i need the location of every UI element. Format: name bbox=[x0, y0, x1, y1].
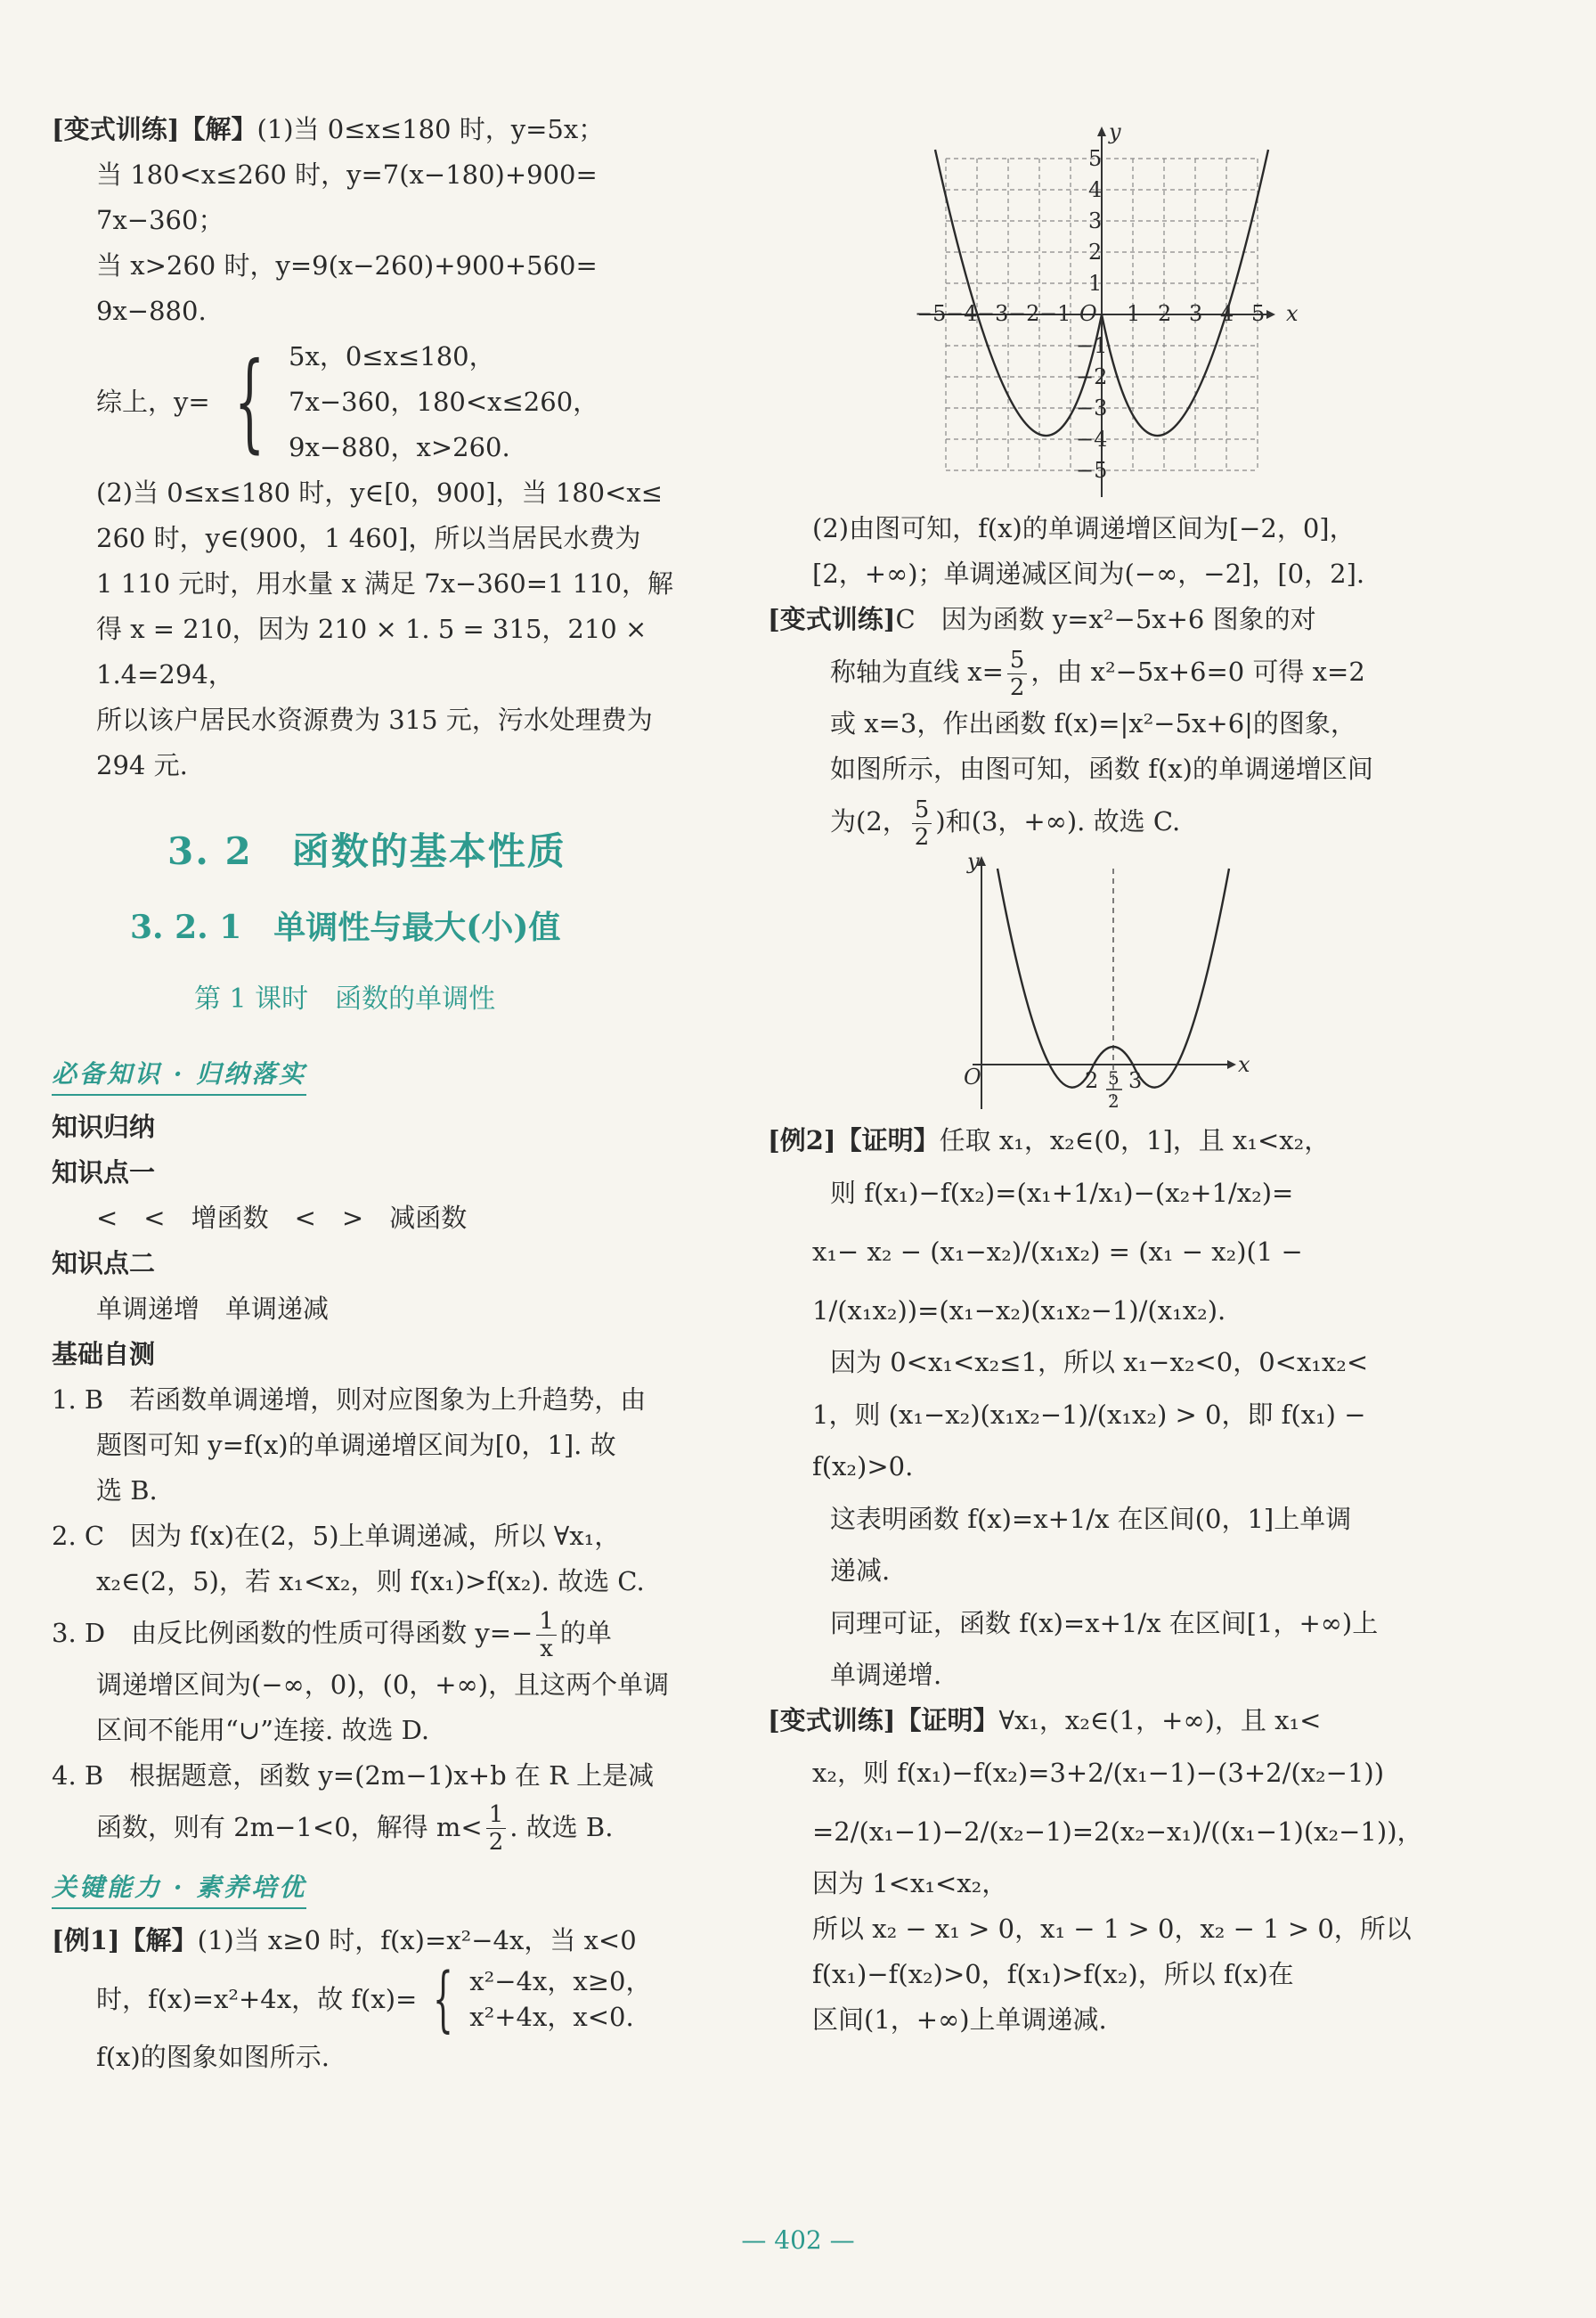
fraction: $\frac{1}{2}$ bbox=[486, 1801, 507, 1856]
text-line: f(x)的图象如图所示. bbox=[96, 2042, 330, 2072]
y-tick-label: 1 bbox=[1088, 271, 1103, 296]
piecewise-function: 综上，y= { 5x，0≤x≤180， 7x−360，180<x≤260， 9x−880，x>260. bbox=[96, 334, 715, 470]
knowledge-point-title: 知识点二 bbox=[52, 1248, 156, 1278]
text-line: 则 f(x₁)−f(x₂)=(x₁+1/x₁)−(x₂+1/x₂)= bbox=[830, 1178, 1294, 1208]
text-line: 9x−880. bbox=[96, 296, 207, 326]
text-line: 为(2， $\frac{5}{2}$ )和(3，+∞). 故选 C. bbox=[830, 796, 1181, 851]
parabola-graph-1 bbox=[901, 114, 1311, 506]
y-label: y bbox=[967, 851, 980, 874]
lesson-heading: 第 1 课时 函数的单调性 bbox=[194, 984, 496, 1015]
text-line: < < 增函数 < > 减函数 bbox=[96, 1203, 468, 1233]
x-tick-label: −4 bbox=[946, 301, 978, 326]
fraction: $\frac{1}{x}$ bbox=[536, 1608, 557, 1662]
text-line: [变式训练]【证明】∀x₁，x₂∈(1，+∞)，且 x₁< bbox=[768, 1705, 1322, 1735]
origin-label: O bbox=[1079, 301, 1097, 326]
example-label: [例1]【解】 bbox=[52, 1925, 198, 1955]
text-line: 区间(1，+∞)上单调递减. bbox=[812, 2004, 1107, 2035]
text-line: 1.4=294， bbox=[96, 659, 234, 690]
text-line: 递减. bbox=[830, 1555, 891, 1586]
x-label: x bbox=[1286, 301, 1299, 326]
text-line: x₂，则 f(x₁)−f(x₂)=3+2/(x₁−1)−(3+2/(x₂−1)) bbox=[812, 1758, 1385, 1788]
y-label: y bbox=[1109, 119, 1121, 144]
section-banner: 必备知识 · 归纳落实 bbox=[52, 1055, 306, 1096]
brace-icon: { bbox=[433, 1957, 454, 2040]
text-line: 调递增区间为(−∞，0)，(0，+∞)，且这两个单调 bbox=[96, 1669, 670, 1700]
text-line: 或 x=3，作出函数 f(x)=|x²−5x+6|的图象， bbox=[830, 708, 1356, 739]
text-line: 同理可证，函数 f(x)=x+1/x 在区间[1，+∞)上 bbox=[830, 1608, 1379, 1638]
y-axis-arrow-icon bbox=[1097, 127, 1106, 136]
text-line: 所以该户居民水资源费为 315 元，污水处理费为 bbox=[96, 705, 653, 735]
text-line: 1 110 元时，用水量 x 满足 7x−360=1 110，解 bbox=[96, 568, 674, 599]
text-line: [例1]【解】(1)当 x≥0 时，f(x)=x²−4x，当 x<0 bbox=[52, 1925, 637, 1955]
text-line: 题图可知 y=f(x)的单调递增区间为[0，1]. 故 bbox=[96, 1430, 616, 1460]
text-line: 因为 1<x₁<x₂， bbox=[812, 1868, 1008, 1898]
knowledge-title: 知识归纳 bbox=[52, 1112, 156, 1142]
text-line: f(x₁)−f(x₂)>0，f(x₁)>f(x₂)，所以 f(x)在 bbox=[812, 1959, 1294, 1989]
text-line: f(x₂)>0. bbox=[812, 1451, 914, 1481]
y-tick-label: −5 bbox=[1076, 458, 1108, 483]
text-line: =2/(x₁−1)−2/(x₂−1)=2(x₂−x₁)/((x₁−1)(x₂−1))， bbox=[812, 1816, 1423, 1847]
text-line: 称轴为直线 x= $\frac{5}{2}$ ，由 x²−5x+6=0 可得 x=2 bbox=[830, 646, 1365, 701]
y-tick-label: 5 bbox=[1088, 146, 1103, 171]
text-line: x₁− x₂ − (x₁−x₂)/(x₁x₂) = (x₁ − x₂)(1 − bbox=[812, 1237, 1303, 1267]
text-line: 这表明函数 f(x)=x+1/x 在区间(0，1]上单调 bbox=[830, 1504, 1352, 1534]
left-column bbox=[52, 107, 715, 2080]
y-tick-label: −4 bbox=[1076, 427, 1108, 452]
piecewise-function: 时，f(x)=x²+4x，故 f(x)= { x²−4x，x≥0， x²+4x，x<0. bbox=[96, 1957, 652, 2040]
text-line: 1，则 (x₁−x₂)(x₁x₂−1)/(x₁x₂) > 0，即 f(x₁) − bbox=[812, 1400, 1366, 1430]
text-line: 260 时，y∈(900，1 460]，所以当居民水费为 bbox=[96, 523, 641, 553]
tick-labels bbox=[915, 119, 1299, 483]
knowledge-point-title: 知识点一 bbox=[52, 1157, 156, 1188]
cases-list: x²−4x，x≥0， x²+4x，x<0. bbox=[469, 1966, 652, 2032]
x-tick-label: 1 bbox=[1127, 301, 1141, 326]
variant-training-label: [变式训练]【证明】 bbox=[768, 1705, 999, 1735]
tick-label: 5 bbox=[1108, 1067, 1120, 1089]
text-line: 当 x>260 时，y=9(x−260)+900+560= bbox=[96, 250, 598, 281]
text-line: 3. D 由反比例函数的性质可得函数 y=− $\frac{1}{x}$ 的单 bbox=[52, 1607, 612, 1662]
text-line: 区间不能用“∪”连接. 故选 D. bbox=[96, 1714, 430, 1745]
cases-list: 5x，0≤x≤180， 7x−360，180<x≤260， 9x−880，x>260. bbox=[289, 341, 599, 462]
tick-label: 3 bbox=[1128, 1068, 1143, 1093]
x-tick-label: 2 bbox=[1158, 301, 1172, 326]
y-tick-label: −2 bbox=[1076, 364, 1108, 389]
y-tick-label: 3 bbox=[1088, 208, 1103, 233]
right-column bbox=[768, 114, 1445, 2043]
y-tick-label: 4 bbox=[1088, 177, 1103, 202]
text-line: 单调递增 单调递减 bbox=[96, 1294, 330, 1324]
y-tick-label: −1 bbox=[1076, 333, 1108, 358]
tick-label: 2 bbox=[1085, 1068, 1099, 1093]
text-line: 7x−360； bbox=[96, 205, 224, 235]
x-label: x bbox=[1238, 1052, 1250, 1077]
text-line: 因为 0<x₁<x₂≤1，所以 x₁−x₂<0，0<x₁x₂< bbox=[830, 1347, 1369, 1377]
text-line: 当 180<x≤260 时，y=7(x−180)+900= bbox=[96, 159, 598, 190]
brace-icon: { bbox=[233, 339, 265, 464]
x-tick-label: 5 bbox=[1251, 301, 1266, 326]
text-line: [2，+∞)；单调递减区间为(−∞，−2]，[0，2]. bbox=[812, 559, 1365, 589]
text-line: [变式训练]C 因为函数 y=x²−5x+6 图象的对 bbox=[768, 604, 1316, 634]
x-tick-label: −3 bbox=[977, 301, 1009, 326]
x-tick-label: −2 bbox=[1008, 301, 1040, 326]
text-line: 1/(x₁x₂))=(x₁−x₂)(x₁x₂−1)/(x₁x₂). bbox=[812, 1295, 1226, 1326]
x-tick-label: 3 bbox=[1189, 301, 1203, 326]
fraction: $\frac{5}{2}$ bbox=[912, 796, 932, 851]
variant-training-label: [变式训练]【解】 bbox=[52, 114, 257, 144]
variant-training-label: [变式训练] bbox=[768, 604, 896, 634]
text-line: 如图所示，由图可知，函数 f(x)的单调递增区间 bbox=[830, 754, 1373, 784]
text-line: [例2]【证明】任取 x₁，x₂∈(0，1]，且 x₁<x₂， bbox=[768, 1125, 1331, 1155]
tick-label: 2 bbox=[1108, 1090, 1120, 1112]
text-line: 4. B 根据题意，函数 y=(2m−1)x+b 在 R 上是减 bbox=[52, 1759, 655, 1791]
y-tick-label: 2 bbox=[1088, 240, 1103, 265]
text-line: (2)由图可知，f(x)的单调递增区间为[−2，0]， bbox=[812, 513, 1356, 543]
section-heading: 3. 2 函数的基本性质 bbox=[167, 829, 566, 873]
x-axis-arrow-icon bbox=[1266, 310, 1275, 319]
self-test-title: 基础自测 bbox=[52, 1339, 156, 1369]
text-line: [变式训练]【解】(1)当 0≤x≤180 时，y=5x； bbox=[52, 114, 605, 144]
abs-parabola-graph bbox=[955, 851, 1258, 1118]
text-line: 单调递增. bbox=[830, 1660, 942, 1690]
text-line: 所以 x₂ − x₁ > 0，x₁ − 1 > 0，x₂ − 1 > 0，所以 bbox=[812, 1914, 1412, 1944]
text-line: x₂∈(2，5)，若 x₁<x₂，则 f(x₁)>f(x₂). 故选 C. bbox=[96, 1566, 645, 1596]
text-line: 294 元. bbox=[96, 750, 188, 780]
subsection-heading: 3. 2. 1 单调性与最大(小)值 bbox=[130, 909, 561, 946]
text-line: 1. B 若函数单调递增，则对应图象为上升趋势，由 bbox=[52, 1384, 647, 1415]
y-tick-label: −3 bbox=[1076, 396, 1108, 420]
text-line: 函数，则有 2m−1<0，解得 m< $\frac{1}{2}$ . 故选 B. bbox=[96, 1801, 614, 1856]
x-axis-arrow-icon bbox=[1227, 1060, 1236, 1069]
text-line: 2. C 因为 f(x)在(2，5)上单调递减，所以 ∀x₁， bbox=[52, 1521, 621, 1551]
text-line: 选 B. bbox=[96, 1475, 158, 1506]
text-line: 得 x = 210，因为 210 × 1. 5 = 315，210 × bbox=[96, 614, 647, 644]
x-tick-label: −5 bbox=[915, 301, 947, 326]
x-tick-label: 4 bbox=[1220, 301, 1234, 326]
section-banner: 关键能力 · 素养培优 bbox=[52, 1868, 306, 1909]
example-label: [例2]【证明】 bbox=[768, 1125, 940, 1155]
page-number: — 402 — bbox=[741, 2225, 855, 2255]
text-line: (2)当 0≤x≤180 时，y∈[0，900]，当 180<x≤ bbox=[96, 477, 664, 508]
fraction: $\frac{5}{2}$ bbox=[1007, 647, 1028, 701]
origin-label: O bbox=[964, 1065, 981, 1090]
x-tick-label: −1 bbox=[1039, 301, 1071, 326]
